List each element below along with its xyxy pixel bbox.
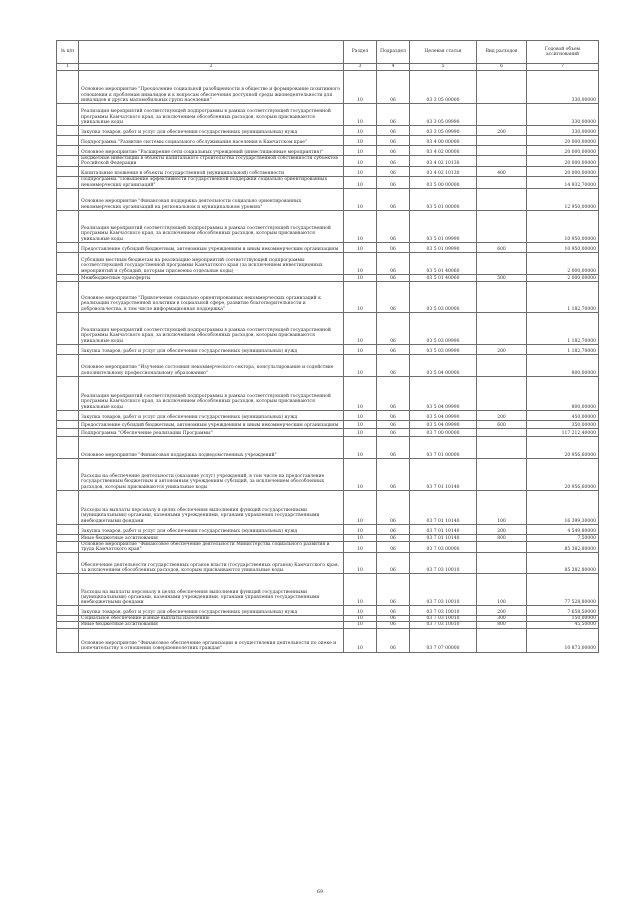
cell-target: 03 5 01 40060 xyxy=(410,252,477,274)
cell-target: 03 3 05 00000 xyxy=(410,71,477,104)
cell-target: 03 5 00 00000 xyxy=(410,177,477,188)
cell-amount: 85 382,80000 xyxy=(527,553,599,574)
cell-num xyxy=(57,574,79,606)
cell-amount: 350,00000 xyxy=(527,420,599,428)
cell-num xyxy=(57,126,79,136)
cell-amount: 10 873,00000 xyxy=(527,628,599,652)
table-row xyxy=(57,354,599,376)
cell-amount: 77 528,80000 xyxy=(527,574,599,606)
cell-target: 03 7 01 10140 xyxy=(410,524,477,534)
cell-num xyxy=(57,71,79,104)
cell-subsection: 06 xyxy=(377,126,410,136)
cell-expense-type: 100 xyxy=(477,574,527,606)
cell-expense-type xyxy=(477,458,527,490)
table-row xyxy=(57,146,599,156)
cell-name: Закупка товаров, работ и услуг для обеспечения государственных (муниципальных) нужд xyxy=(79,410,344,420)
cell-name: Субсидии местным бюджетам на реализацию мероприятий соответствующей подпрограммы соответствующей государственной программы Камчатского края (за исключением инвестиционных мероприятий и субсидий, которым присвоены отдельные коды) xyxy=(79,252,344,274)
cell-expense-type xyxy=(477,146,527,156)
table-row xyxy=(57,436,599,458)
cell-section: 10 xyxy=(344,574,377,606)
cell-section: 10 xyxy=(344,136,377,146)
cell-expense-type: 600 xyxy=(477,242,527,252)
cell-section: 10 xyxy=(344,428,377,436)
cell-expense-type xyxy=(477,628,527,652)
cell-name: Основное мероприятие "Финансовая поддержка деятельности социально ориентированных некоммерческих организаций на региональном и муниципальном уровнях" xyxy=(79,188,344,210)
col-header-section: Раздел xyxy=(344,41,377,64)
cell-num xyxy=(57,541,79,552)
cell-subsection: 06 xyxy=(377,274,410,281)
cell-num xyxy=(57,146,79,156)
cell-num xyxy=(57,167,79,177)
cell-name: Обеспечение деятельности государственных органов власти (государственных органов) Камчатского края, за исключением обособленных расходов, которым присваиваются уникальные коды xyxy=(79,553,344,574)
cell-section: 10 xyxy=(344,622,377,628)
cell-amount: 20 956,60000 xyxy=(527,436,599,458)
cell-num xyxy=(57,210,79,242)
cell-expense-type xyxy=(477,136,527,146)
cell-name: Реализация мероприятий соответствующей подпрограммы в рамках соответствующей государственной программы Камчатского края, за исключением обособленных расходов, которым присваиваются уникальные коды xyxy=(79,104,344,126)
cell-expense-type: 400 xyxy=(477,167,527,177)
cell-target: 03 7 01 10140 xyxy=(410,534,477,541)
cell-section: 10 xyxy=(344,541,377,552)
cell-subsection: 06 xyxy=(377,628,410,652)
cell-num xyxy=(57,376,79,410)
cell-section: 10 xyxy=(344,376,377,410)
cell-subsection: 06 xyxy=(377,458,410,490)
cell-section: 10 xyxy=(344,458,377,490)
cell-name: Социальное обеспечение и иные выплаты населению xyxy=(79,616,344,622)
cell-section: 10 xyxy=(344,312,377,344)
cell-name: Основное мероприятие "Финансовая поддержка подведомственных учреждений" xyxy=(79,436,344,458)
cell-subsection: 06 xyxy=(377,210,410,242)
table-row xyxy=(57,410,599,420)
col-number: 2 xyxy=(79,64,344,71)
cell-target: 03 7 00 00000 xyxy=(410,428,477,436)
cell-amount: 800,00000 xyxy=(527,376,599,410)
cell-num xyxy=(57,344,79,354)
cell-name: Подпрограмма "Обеспечение реализации Программы" xyxy=(79,428,344,436)
table-row xyxy=(57,126,599,136)
cell-expense-type xyxy=(477,188,527,210)
cell-subsection: 06 xyxy=(377,606,410,616)
table-row xyxy=(57,210,599,242)
cell-target: 03 5 04 09990 xyxy=(410,376,477,410)
cell-num xyxy=(57,534,79,541)
cell-section: 10 xyxy=(344,188,377,210)
cell-amount: 16 399,30000 xyxy=(527,490,599,524)
cell-amount: 10 950,00000 xyxy=(527,210,599,242)
cell-section: 10 xyxy=(344,534,377,541)
cell-section: 10 xyxy=(344,490,377,524)
cell-name: Предоставление субсидий бюджетным, автономным учреждениям и иным некоммерческим организациям xyxy=(79,420,344,428)
cell-target: 03 5 03 09990 xyxy=(410,312,477,344)
cell-num xyxy=(57,436,79,458)
cell-subsection: 06 xyxy=(377,188,410,210)
cell-section: 10 xyxy=(344,104,377,126)
cell-target: 03 7 01 00000 xyxy=(410,436,477,458)
cell-expense-type xyxy=(477,541,527,552)
table-row xyxy=(57,281,599,312)
table-body xyxy=(57,71,599,653)
cell-target: 03 7 03 10010 xyxy=(410,606,477,616)
cell-target: 03 7 03 10010 xyxy=(410,622,477,628)
cell-expense-type xyxy=(477,281,527,312)
cell-subsection: 06 xyxy=(377,428,410,436)
cell-section: 10 xyxy=(344,420,377,428)
cell-target: 03 7 03 10010 xyxy=(410,553,477,574)
cell-amount: 7 658,50000 xyxy=(527,606,599,616)
cell-section: 10 xyxy=(344,628,377,652)
cell-section: 10 xyxy=(344,410,377,420)
cell-expense-type xyxy=(477,312,527,344)
cell-name: Реализация мероприятий соответствующей подпрограммы в рамках соответствующей государственной программы Камчатского края, за исключением обособленных расходов, которым присваиваются уникальные коды xyxy=(79,210,344,242)
cell-target: 03 5 01 09990 xyxy=(410,210,477,242)
cell-subsection: 06 xyxy=(377,490,410,524)
cell-amount: 450,00000 xyxy=(527,410,599,420)
cell-subsection: 06 xyxy=(377,104,410,126)
col-header-name xyxy=(79,41,344,64)
cell-target: 03 7 01 10140 xyxy=(410,458,477,490)
table-row xyxy=(57,252,599,274)
table-row xyxy=(57,312,599,344)
cell-num xyxy=(57,354,79,376)
cell-target: 03 7 01 10140 xyxy=(410,490,477,524)
cell-expense-type: 200 xyxy=(477,344,527,354)
cell-num xyxy=(57,428,79,436)
cell-expense-type xyxy=(477,436,527,458)
table-row xyxy=(57,553,599,574)
cell-amount: 45,50000 xyxy=(527,622,599,628)
cell-name: Основное мероприятие "Привлечение социально ориентированных некоммерческих организаций к реализации государственной политики в социальной сфере, развитие благотворительности и добровольчества, в том числе информационная поддержка" xyxy=(79,281,344,312)
cell-expense-type xyxy=(477,376,527,410)
table-row xyxy=(57,71,599,104)
cell-amount: 14 932,70000 xyxy=(527,177,599,188)
table-row xyxy=(57,541,599,552)
cell-num xyxy=(57,458,79,490)
cell-num xyxy=(57,156,79,167)
table-row xyxy=(57,156,599,167)
cell-amount: 330,00000 xyxy=(527,126,599,136)
cell-expense-type xyxy=(477,553,527,574)
cell-target: 03 5 01 00000 xyxy=(410,188,477,210)
cell-num xyxy=(57,410,79,420)
table-row xyxy=(57,420,599,428)
cell-subsection: 06 xyxy=(377,177,410,188)
budget-sheet xyxy=(56,40,598,653)
cell-expense-type: 300 xyxy=(477,616,527,622)
cell-num xyxy=(57,606,79,616)
cell-name: Основное мероприятие "Расширение сети социальных учреждений (инвестиционные мероприятия)" xyxy=(79,146,344,156)
cell-name: Закупка товаров, работ и услуг для обеспечения государственных (муниципальных) нужд xyxy=(79,524,344,534)
cell-amount: 20 000,00000 xyxy=(527,146,599,156)
cell-section: 10 xyxy=(344,344,377,354)
cell-target: 03 5 01 09990 xyxy=(410,242,477,252)
cell-subsection: 06 xyxy=(377,534,410,541)
table-row xyxy=(57,177,599,188)
cell-name: Реализация мероприятий соответствующей подпрограммы в рамках соответствующей государственной программы Камчатского края, за исключением обособленных расходов, которым присваиваются уникальные коды xyxy=(79,312,344,344)
cell-target: 03 7 03 10010 xyxy=(410,616,477,622)
cell-section: 10 xyxy=(344,146,377,156)
cell-target: 03 5 04 09990 xyxy=(410,410,477,420)
cell-expense-type xyxy=(477,177,527,188)
table-row xyxy=(57,104,599,126)
cell-section: 10 xyxy=(344,281,377,312)
cell-num xyxy=(57,177,79,188)
table-row xyxy=(57,344,599,354)
cell-expense-type: 200 xyxy=(477,126,527,136)
cell-section: 10 xyxy=(344,156,377,167)
cell-num xyxy=(57,104,79,126)
cell-num xyxy=(57,274,79,281)
table-row xyxy=(57,524,599,534)
table-row xyxy=(57,188,599,210)
col-header-num: № п/п xyxy=(57,41,79,64)
cell-expense-type xyxy=(477,428,527,436)
cell-target: 03 7 03 00000 xyxy=(410,541,477,552)
cell-section: 10 xyxy=(344,71,377,104)
cell-expense-type xyxy=(477,71,527,104)
cell-subsection: 06 xyxy=(377,167,410,177)
table-row xyxy=(57,458,599,490)
cell-target: 03 5 03 00000 xyxy=(410,281,477,312)
cell-amount: 150,00000 xyxy=(527,616,599,622)
table-row xyxy=(57,242,599,252)
cell-num xyxy=(57,281,79,312)
cell-amount: 1 182,70000 xyxy=(527,312,599,344)
cell-section: 10 xyxy=(344,210,377,242)
cell-amount: 330,00000 xyxy=(527,104,599,126)
table-row xyxy=(57,490,599,524)
cell-subsection: 06 xyxy=(377,156,410,167)
column-number-row xyxy=(57,64,599,71)
cell-name: Расходы на обеспечение деятельности (оказание услуг) учреждений, в том числе на предоставление государственным бюджетным и автономным учреждениям субсидий, за исключением обособленных расходов, которым присваиваются уникальные коды xyxy=(79,458,344,490)
cell-name: Закупка товаров, работ и услуг для обеспечения государственных (муниципальных) нужд xyxy=(79,344,344,354)
cell-subsection: 06 xyxy=(377,136,410,146)
col-number: 4 xyxy=(377,64,410,71)
cell-amount: 20 000,00000 xyxy=(527,167,599,177)
cell-subsection: 06 xyxy=(377,553,410,574)
cell-amount: 330,00000 xyxy=(527,71,599,104)
cell-target: 03 5 04 09990 xyxy=(410,420,477,428)
cell-section: 10 xyxy=(344,553,377,574)
cell-amount: 1 182,70000 xyxy=(527,281,599,312)
cell-target: 03 4 00 00000 xyxy=(410,136,477,146)
cell-expense-type: 800 xyxy=(477,622,527,628)
cell-target: 03 5 04 00000 xyxy=(410,354,477,376)
cell-target: 03 3 05 09990 xyxy=(410,104,477,126)
cell-expense-type xyxy=(477,252,527,274)
col-number: 3 xyxy=(344,64,377,71)
cell-target: 03 4 02 10130 xyxy=(410,167,477,177)
cell-subsection: 06 xyxy=(377,524,410,534)
cell-subsection: 06 xyxy=(377,242,410,252)
cell-subsection: 06 xyxy=(377,410,410,420)
cell-name: Иные бюджетные ассигнования xyxy=(79,534,344,541)
cell-name: Основное мероприятие "Финансовое обеспечение организации и осуществления деятельности по опеке и попечительству в отношении совершеннолетних граждан" xyxy=(79,628,344,652)
cell-amount: 10 950,00000 xyxy=(527,242,599,252)
col-header-target: Целевая статья xyxy=(410,41,477,64)
col-number: 5 xyxy=(410,64,477,71)
cell-name: Иные бюджетные ассигнования xyxy=(79,622,344,628)
cell-expense-type xyxy=(477,104,527,126)
cell-expense-type: 200 xyxy=(477,606,527,616)
cell-expense-type: 100 xyxy=(477,490,527,524)
col-number: 7 xyxy=(527,64,599,71)
cell-subsection: 06 xyxy=(377,541,410,552)
cell-name: Закупка товаров, работ и услуг для обеспечения государственных (муниципальных) нужд xyxy=(79,126,344,136)
cell-amount: 12 950,00000 xyxy=(527,188,599,210)
cell-name: Расходы на выплаты персоналу в целях обеспечения выполнения функций государственными (муниципальными) органами, казенными учреждениями, органами управления государственными внебюджетными фондами xyxy=(79,574,344,606)
cell-name: Основное мероприятие "Изучение состояния некоммерческого сектора, консультирование и содействие дополнительному профессиональному образованию" xyxy=(79,354,344,376)
cell-expense-type: 600 xyxy=(477,420,527,428)
cell-name: Капитальные вложения в объекты государственной (муниципальной) собственности xyxy=(79,167,344,177)
cell-num xyxy=(57,242,79,252)
cell-subsection: 06 xyxy=(377,616,410,622)
cell-num xyxy=(57,136,79,146)
cell-target: 03 4 02 00000 xyxy=(410,146,477,156)
budget-table xyxy=(56,40,599,653)
cell-num xyxy=(57,524,79,534)
cell-amount: 4 549,80000 xyxy=(527,524,599,534)
cell-section: 10 xyxy=(344,524,377,534)
cell-name: Закупка товаров, работ и услуг для обеспечения государственных (муниципальных) нужд xyxy=(79,606,344,616)
cell-subsection: 06 xyxy=(377,344,410,354)
table-row xyxy=(57,606,599,616)
cell-amount: 85 382,80000 xyxy=(527,541,599,552)
cell-section: 10 xyxy=(344,252,377,274)
col-number: 1 xyxy=(57,64,79,71)
cell-name: Расходы на выплаты персоналу в целях обеспечения выполнения функций государственными (муниципальными) органами, казенными учреждениями, органами управления государственными внебюджетными фондами xyxy=(79,490,344,524)
cell-num xyxy=(57,420,79,428)
table-row xyxy=(57,274,599,281)
cell-target: 03 3 05 09990 xyxy=(410,126,477,136)
cell-expense-type: 500 xyxy=(477,274,527,281)
cell-target: 03 5 03 09990 xyxy=(410,344,477,354)
cell-name: Основное мероприятие "Преодоление социальной разобщенности в обществе и формирование позитивного отношения к проблемам инвалидов и к вопросам обеспечения доступной среды жизнедеятельности для инвалидов и других маломобильных групп населения" xyxy=(79,71,344,104)
cell-section: 10 xyxy=(344,606,377,616)
col-number: 6 xyxy=(477,64,527,71)
cell-expense-type: 200 xyxy=(477,524,527,534)
cell-name: Подпрограмма "Развитие системы социального обслуживания населения в Камчатском крае" xyxy=(79,136,344,146)
cell-section: 10 xyxy=(344,616,377,622)
table-row xyxy=(57,136,599,146)
cell-section: 10 xyxy=(344,274,377,281)
cell-num xyxy=(57,312,79,344)
cell-section: 10 xyxy=(344,436,377,458)
cell-section: 10 xyxy=(344,177,377,188)
cell-expense-type: 800 xyxy=(477,534,527,541)
cell-num xyxy=(57,553,79,574)
cell-amount: 20 000,00000 xyxy=(527,156,599,167)
cell-target: 03 4 02 10130 xyxy=(410,156,477,167)
cell-amount: 20 000,00000 xyxy=(527,136,599,146)
cell-section: 10 xyxy=(344,242,377,252)
cell-amount: 1 182,70000 xyxy=(527,344,599,354)
cell-section: 10 xyxy=(344,167,377,177)
cell-expense-type: 200 xyxy=(477,410,527,420)
table-row xyxy=(57,376,599,410)
cell-amount: 117 212,40000 xyxy=(527,428,599,436)
cell-subsection: 06 xyxy=(377,312,410,344)
cell-num xyxy=(57,628,79,652)
cell-subsection: 06 xyxy=(377,376,410,410)
cell-amount: 7,50000 xyxy=(527,534,599,541)
cell-subsection: 06 xyxy=(377,146,410,156)
cell-section: 10 xyxy=(344,354,377,376)
cell-target: 03 7 03 10010 xyxy=(410,574,477,606)
col-header-subsection: Подраздел xyxy=(377,41,410,64)
cell-name: Основное мероприятие "Финансовое обеспечение деятельности Министерства социального развития и труда Камчатского края" xyxy=(79,541,344,552)
cell-expense-type xyxy=(477,354,527,376)
cell-num xyxy=(57,252,79,274)
cell-expense-type xyxy=(477,210,527,242)
cell-section: 10 xyxy=(344,126,377,136)
page-number: 69 xyxy=(316,889,324,895)
table-row xyxy=(57,628,599,652)
table-row xyxy=(57,167,599,177)
cell-name: Подпрограмма "Повышение эффективности государственной поддержки социально ориентированных некоммерческих организаций" xyxy=(79,177,344,188)
table-row xyxy=(57,428,599,436)
cell-subsection: 06 xyxy=(377,574,410,606)
cell-name: Реализация мероприятий соответствующей подпрограммы в рамках соответствующей государственной программы Камчатского края, за исключением обособленных расходов, которым присваиваются уникальные коды xyxy=(79,376,344,410)
cell-subsection: 06 xyxy=(377,71,410,104)
table-row xyxy=(57,534,599,541)
cell-amount: 2 000,00000 xyxy=(527,252,599,274)
cell-amount: 20 956,60000 xyxy=(527,458,599,490)
cell-name: Предоставление субсидий бюджетным, автономным учреждениям и иным некоммерческим организациям xyxy=(79,242,344,252)
col-header-amount: Годовой объем ассигнований xyxy=(527,41,599,64)
cell-name: Межбюджетные трансферты xyxy=(79,274,344,281)
col-header-expense-type: Вид расходов xyxy=(477,41,527,64)
cell-amount: 800,00000 xyxy=(527,354,599,376)
cell-target: 03 7 07 00000 xyxy=(410,628,477,652)
cell-subsection: 06 xyxy=(377,354,410,376)
cell-num xyxy=(57,490,79,524)
cell-expense-type xyxy=(477,156,527,167)
cell-num xyxy=(57,188,79,210)
cell-subsection: 06 xyxy=(377,252,410,274)
cell-subsection: 06 xyxy=(377,281,410,312)
cell-target: 03 5 01 40060 xyxy=(410,274,477,281)
table-row xyxy=(57,574,599,606)
cell-subsection: 06 xyxy=(377,420,410,428)
cell-name: Бюджетные инвестиции в объекты капитального строительства государственной собственности субъектов Российской Федерации xyxy=(79,156,344,167)
cell-amount: 2 000,00000 xyxy=(527,274,599,281)
header-row xyxy=(57,41,599,64)
cell-subsection: 06 xyxy=(377,436,410,458)
cell-subsection: 06 xyxy=(377,622,410,628)
